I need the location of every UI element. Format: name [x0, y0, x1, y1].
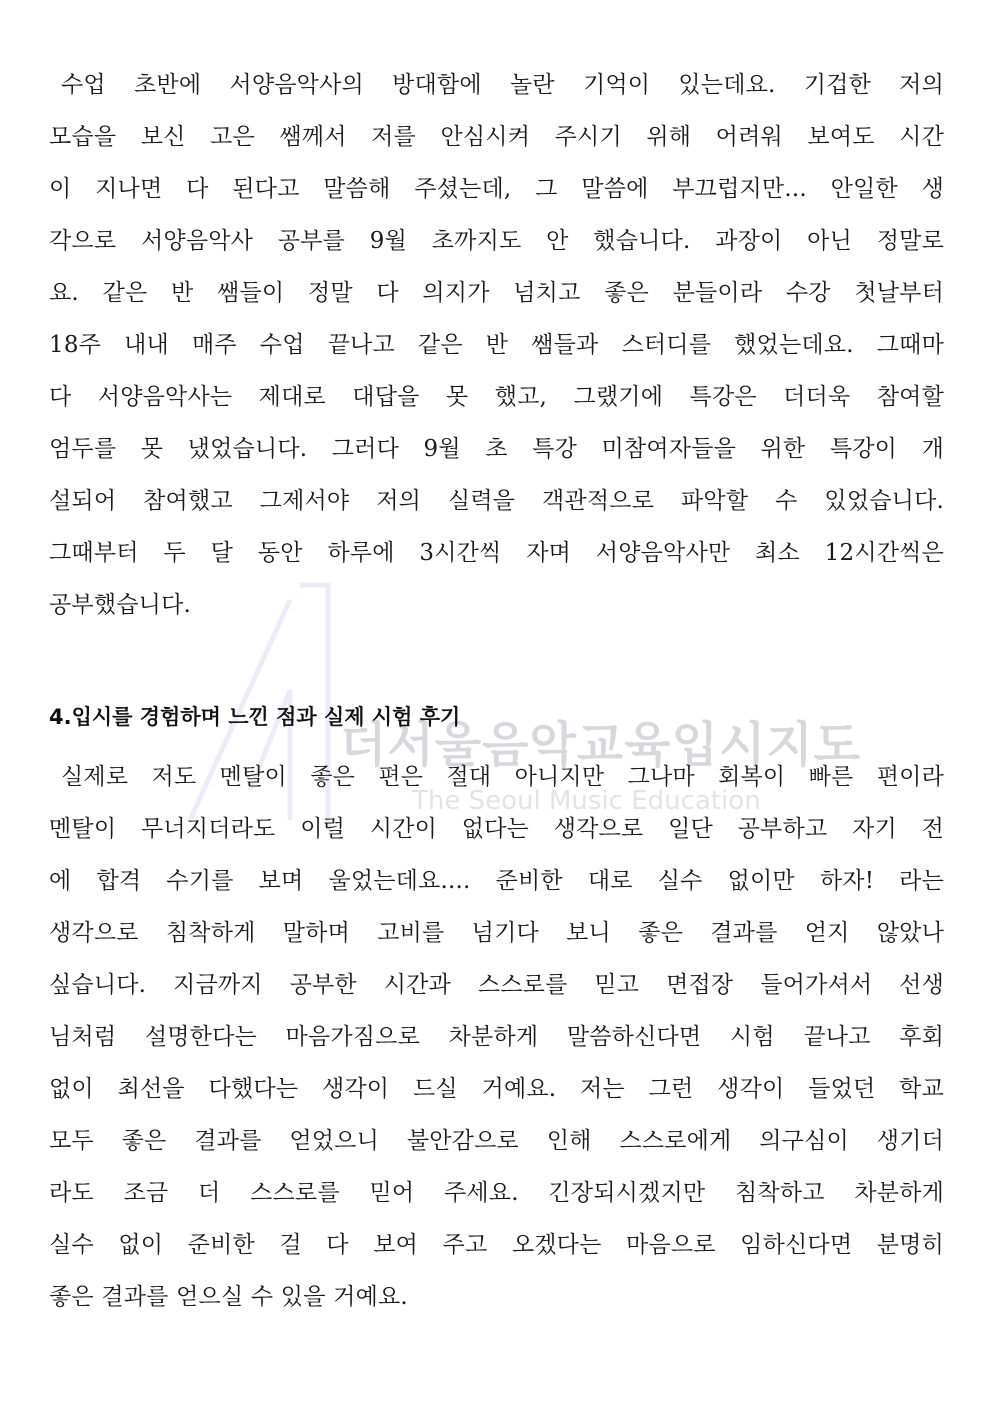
paragraph-exam-review: [49, 751, 944, 1323]
text-line: 모두 좋은 결과를 얻었으니 불안감으로 인해 스스로에게 의구심이 생기더: [49, 1128, 944, 1154]
text-line: 실제로 저도 멘탈이 좋은 편은 절대 아니지만 그나마 회복이 빠른 편이라: [61, 764, 944, 790]
text-line: 각으로 서양음악사 공부를 9월 초까지도 안 했습니다. 과장이 아닌 정말로: [49, 228, 944, 254]
text-line: 좋은 결과를 얻으실 수 있을 거예요.: [49, 1284, 408, 1310]
text-line: 그때부터 두 달 동안 하루에 3시간씩 자며 서양음악사만 최소 12시간씩은: [49, 540, 944, 566]
watermark-subtitle: The Seoul Music Education: [412, 786, 761, 816]
text-line: 실수 없이 준비한 걸 다 보여 주고 오겠다는 마음으로 임하신다면 분명히: [49, 1232, 944, 1258]
text-line: 멘탈이 무너지더라도 이럴 시간이 없다는 생각으로 일단 공부하고 자기 전: [49, 816, 944, 842]
text-line: 엄두를 못 냈었습니다. 그러다 9월 초 특강 미참여자들을 위한 특강이 개: [49, 436, 944, 462]
text-line: 이 지나면 다 된다고 말씀해 주셨는데, 그 말씀에 부끄럽지만... 안일한 생: [49, 176, 944, 202]
text-line: 에 합격 수기를 보며 울었는데요.... 준비한 대로 실수 없이만 하자! 라는: [49, 868, 944, 894]
paragraph-study-history: [49, 59, 944, 631]
text-line: 싶습니다. 지금까지 공부한 시간과 스스로를 믿고 면접장 들어가셔서 선생: [49, 972, 944, 998]
section-heading: 4.입시를 경험하며 느낀 점과 실제 시험 후기: [49, 705, 461, 729]
text-line: 라도 조금 더 스스로를 믿어 주세요. 긴장되시겠지만 침착하고 차분하게: [49, 1180, 944, 1206]
text-line: 수업 초반에 서양음악사의 방대함에 놀란 기억이 있는데요. 기겁한 저의: [61, 72, 944, 98]
text-line: 없이 최선을 다했다는 생각이 드실 거예요. 저는 그런 생각이 들었던 학교: [49, 1076, 944, 1102]
text-line: 공부했습니다.: [49, 592, 192, 618]
watermark-title: 더서울음악교육입시지도: [340, 717, 862, 773]
text-line: 요. 같은 반 쌤들이 정말 다 의지가 넘치고 좋은 분들이라 수강 첫날부터: [49, 280, 944, 306]
text-line: 다 서양음악사는 제대로 대답을 못 했고, 그랬기에 특강은 더더욱 참여할: [49, 384, 944, 410]
text-line: 설되어 참여했고 그제서야 저의 실력을 객관적으로 파악할 수 있었습니다.: [49, 488, 944, 514]
text-line: 생각으로 침착하게 말하며 고비를 넘기다 보니 좋은 결과를 얻지 않았나: [49, 920, 944, 946]
text-line: 18주 내내 매주 수업 끝나고 같은 반 쌤들과 스터디를 했었는데요. 그때마: [49, 332, 944, 358]
text-line: 모습을 보신 고은 쌤께서 저를 안심시켜 주시기 위해 어려워 보여도 시간: [49, 124, 944, 150]
text-line: 님처럼 설명한다는 마음가짐으로 차분하게 말씀하신다면 시험 끝나고 후회: [49, 1024, 944, 1050]
